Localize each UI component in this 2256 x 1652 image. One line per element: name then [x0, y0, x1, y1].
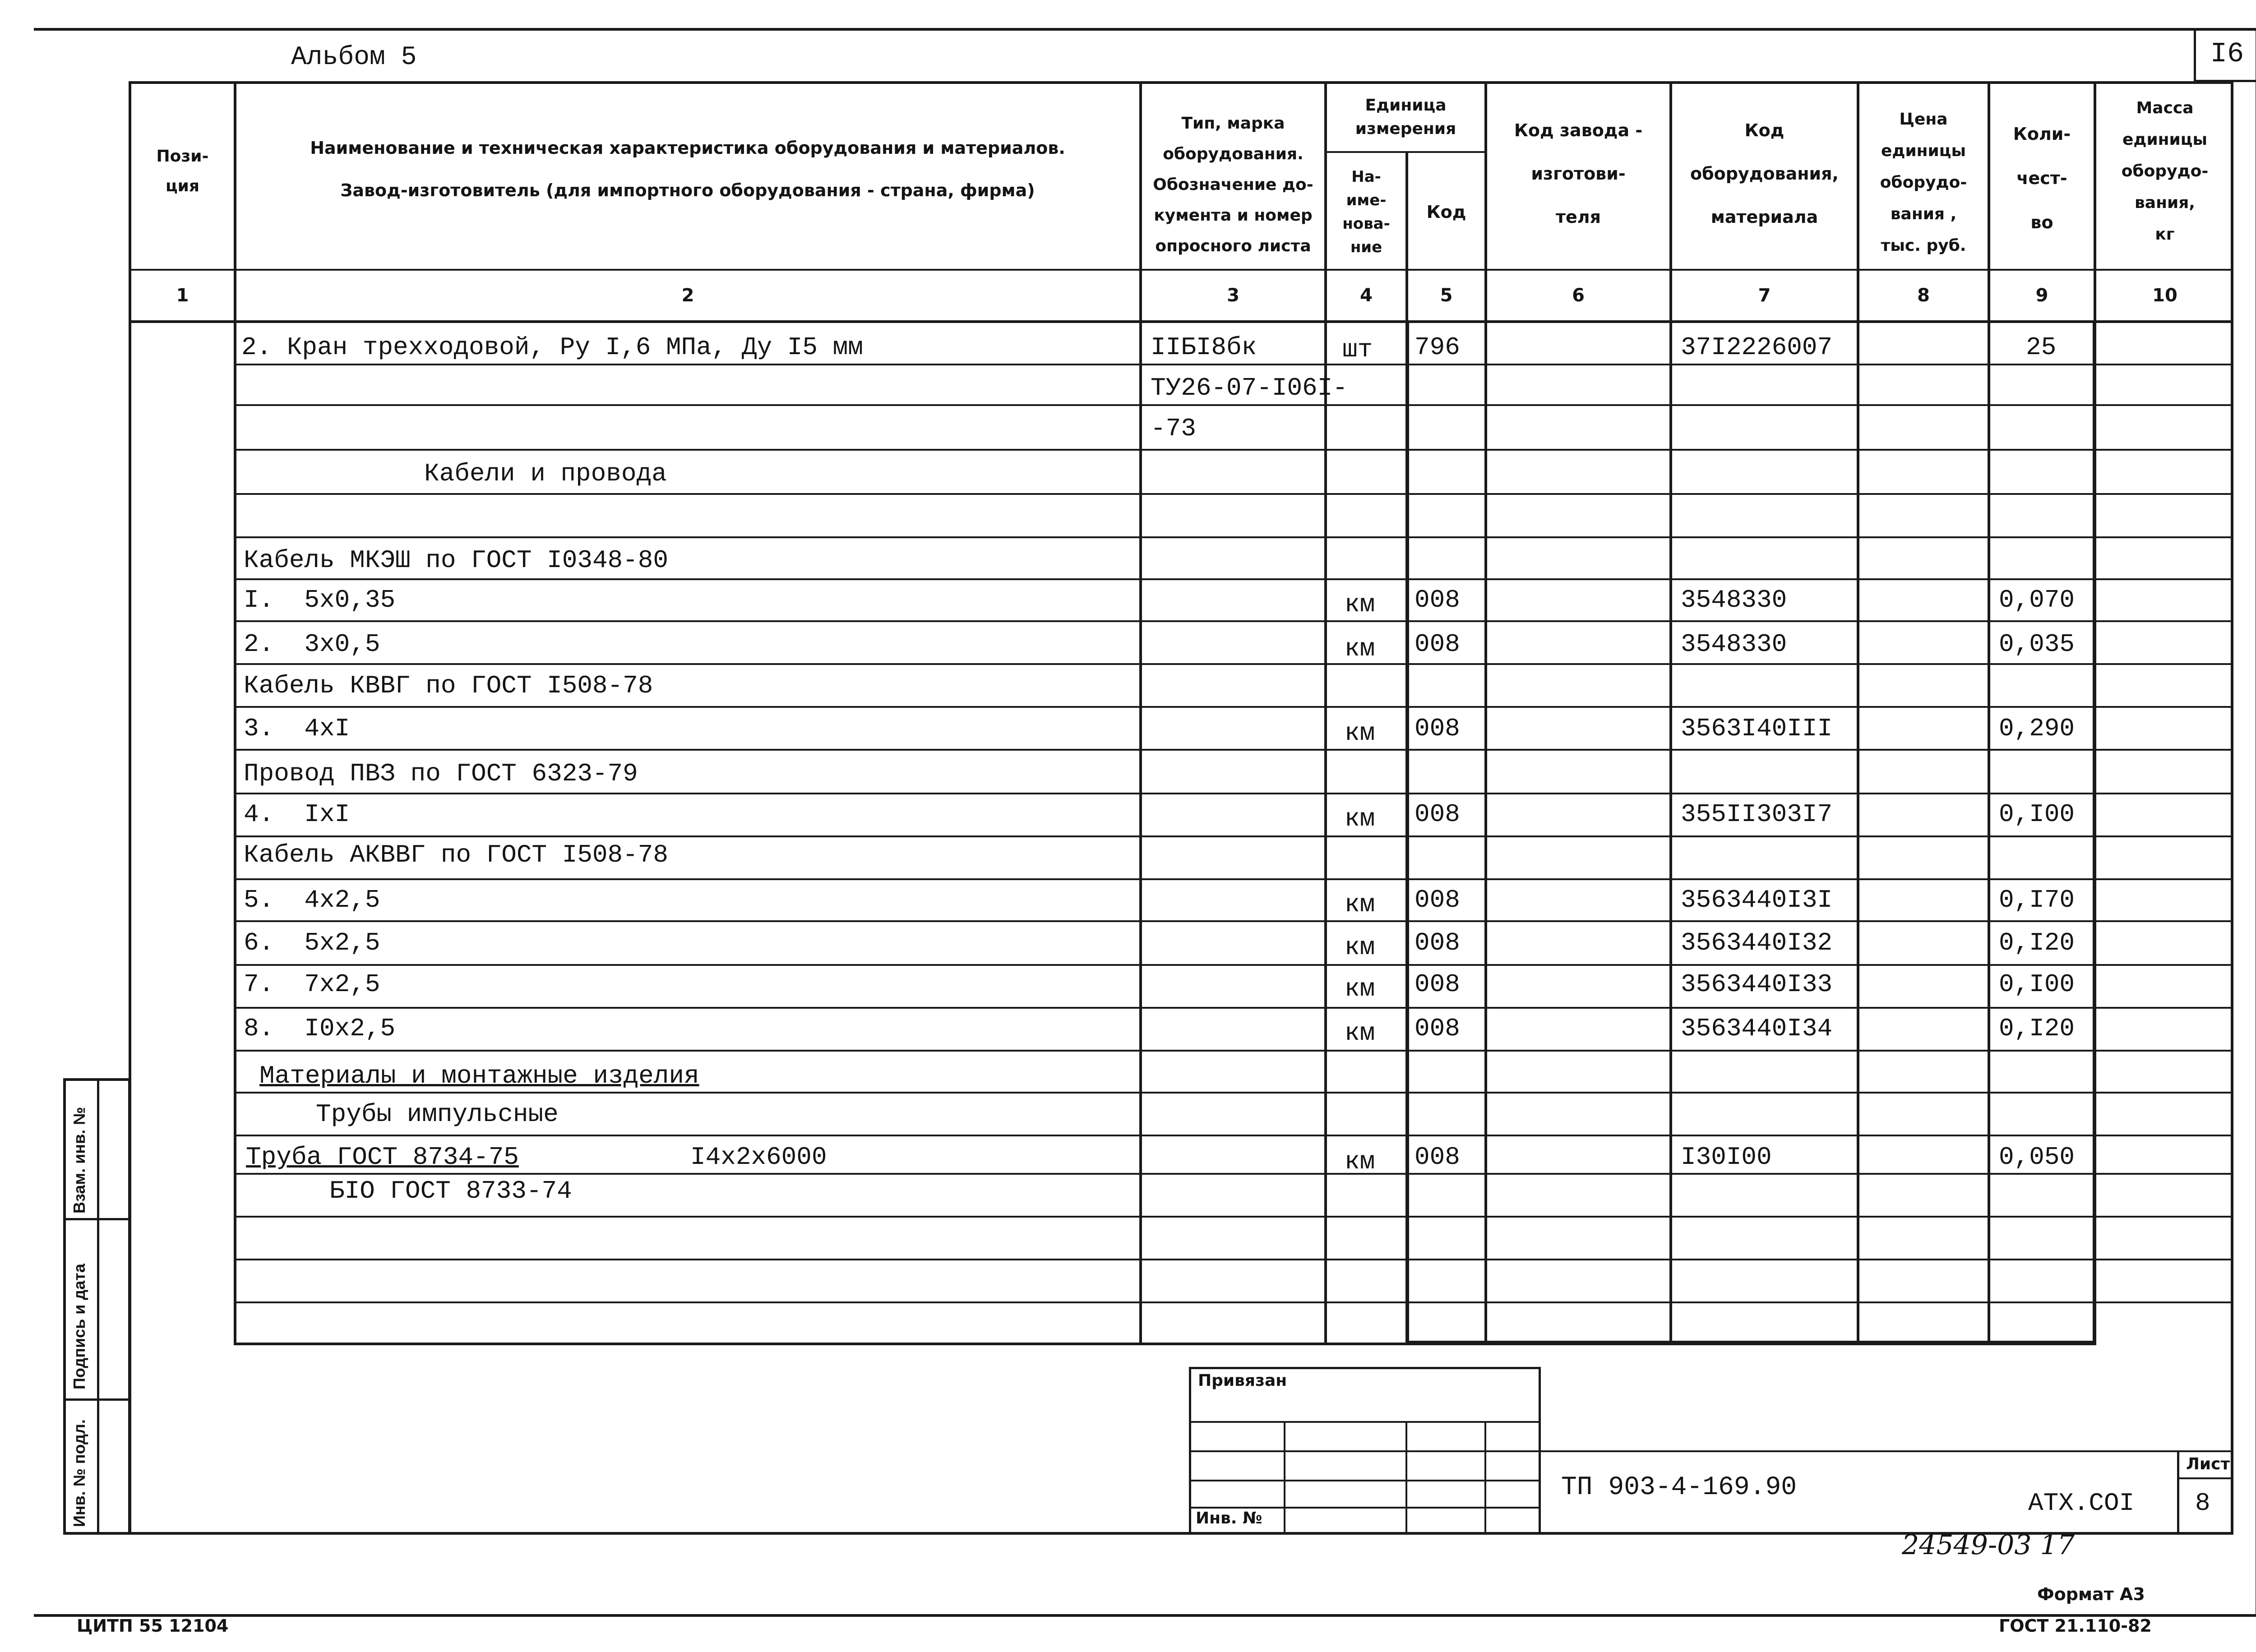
table-row-qty: 0,035: [1999, 630, 2075, 659]
table-row-name: 8. I0x2,5: [244, 1014, 396, 1043]
header-col7: Код оборудования, материала: [1690, 120, 1839, 227]
footer-format: Формат А3: [2037, 1584, 2145, 1604]
table-row-unit: км: [1345, 890, 1375, 919]
privyazan-label: Привязан: [1198, 1371, 1287, 1390]
table-row-unit: шт: [1342, 335, 1373, 364]
table-row-unit-code: 008: [1415, 928, 1460, 957]
col-number-4: 4: [1360, 285, 1373, 306]
table-row-qty: 0,290: [1999, 714, 2075, 743]
table-row-unit: км: [1345, 974, 1375, 1003]
header-col5: Код: [1426, 202, 1466, 222]
bold-block: [1405, 320, 2096, 1344]
header-col9: Коли- чест- во: [2013, 124, 2071, 232]
col-number-5: 5: [1440, 285, 1453, 306]
stamp-line-2: [1189, 1450, 1541, 1452]
table-row-qty: 0,I20: [1999, 1014, 2075, 1043]
table-row-material-code: I30I00: [1681, 1143, 1772, 1172]
footer-gost: ГОСТ 21.110-82: [1999, 1616, 2152, 1636]
table-row-qty: 0,050: [1999, 1143, 2075, 1172]
table-row-unit-code: 796: [1415, 333, 1460, 362]
table-row-unit: км: [1345, 933, 1375, 962]
table-row-type: -73: [1151, 414, 1196, 443]
table-row-qty: 0,I00: [1999, 970, 2075, 999]
table-row-type: IIБI8бк: [1151, 333, 1257, 362]
table-row-name: 5. 4x2,5: [244, 886, 380, 914]
col-number-6: 6: [1572, 285, 1585, 306]
table-body-bottom: [234, 1343, 2096, 1345]
header-col2: Наименование и техническая характеристика оборудования и материалов. Завод-изготовитель (для импортного оборудования - страна, фирма): [310, 138, 1065, 200]
stamp-col-3: [1484, 1421, 1486, 1535]
header-col4: На- име- нова- ние: [1342, 168, 1390, 256]
title-block-top: [1541, 1450, 2233, 1452]
list-box-left: [2177, 1450, 2179, 1535]
table-row-type: ТУ26-07-I06I-: [1151, 374, 1348, 402]
list-box-divider: [2177, 1477, 2233, 1479]
table-row-unit: км: [1345, 1147, 1375, 1176]
col-number-7: 7: [1758, 285, 1771, 306]
list-number: 8: [2195, 1489, 2210, 1518]
stamp-line-3: [1189, 1480, 1541, 1481]
stamp-col-1: [1284, 1421, 1285, 1535]
table-row-unit: км: [1345, 634, 1375, 663]
page-number: I6: [2210, 38, 2244, 70]
table-row-unit-code: 008: [1415, 630, 1460, 659]
doc-code: ТП 903-4-169.90: [1561, 1473, 1797, 1502]
table-row-name: 7. 7x2,5: [244, 970, 380, 999]
header-col8: Цена единицы оборудо- вания , тыс. руб.: [1880, 110, 1967, 255]
table-row-name-extra: I4x2x6000: [690, 1143, 827, 1172]
table-row-name: [246, 1144, 519, 1171]
section-title: Материалы и монтажные изделия: [259, 1061, 699, 1090]
table-row-material-code: 3563440I32: [1681, 928, 1833, 957]
table-row-name: 4. IxI: [244, 800, 350, 829]
handwritten-number: 24549-03 17: [1902, 1529, 2075, 1561]
table-row-unit-code: 008: [1415, 714, 1460, 743]
header-col3: Тип, марка оборудования. Обозначение до- кумента и номер опросного листа: [1153, 114, 1313, 255]
table-row-unit: км: [1345, 1019, 1375, 1047]
table-row-qty: 0,I20: [1999, 928, 2075, 957]
list-label: Лист: [2186, 1455, 2230, 1473]
side-label-podpis: Подпись и дата: [70, 1264, 88, 1389]
table-row-unit-code: 008: [1415, 970, 1460, 999]
table-row-name: БIO ГОСТ 8733-74: [329, 1177, 572, 1205]
table-row-material-code: 3563440I3I: [1681, 886, 1833, 914]
inv-label: Инв. №: [1196, 1509, 1262, 1527]
table-row-material-code: 3563I40III: [1681, 714, 1833, 743]
sheet-code: АТХ.COI: [2028, 1489, 2135, 1518]
header-col1: Пози- ция: [156, 147, 209, 195]
side-stamp-divider: [97, 1078, 99, 1535]
table-row-unit: км: [1345, 590, 1375, 619]
header-unit-group: Единица измерения: [1355, 96, 1456, 138]
col-number-1: 1: [176, 285, 189, 306]
table-row-qty: 0,I70: [1999, 886, 2075, 914]
table-row-unit-code: 008: [1415, 586, 1460, 614]
stamp-col-2: [1405, 1421, 1407, 1535]
table-row-qty: 25: [2026, 333, 2057, 362]
table-row-name: 6. 5x2,5: [244, 928, 380, 957]
table-row-unit-code: 008: [1415, 1014, 1460, 1043]
footer-left: ЦИТП 55 12104: [77, 1616, 229, 1636]
group-title: Кабель АКВВГ по ГОСТ I508-78: [244, 840, 668, 869]
album-title: Альбом 5: [291, 43, 417, 72]
stamp-line-4: [1189, 1507, 1541, 1509]
table-row-material-code: 37I2226007: [1681, 333, 1833, 362]
side-stamp-row-2: [63, 1398, 131, 1401]
table-row-name: 3. 4xI: [244, 714, 350, 743]
table-row-material-code: 355II303I7: [1681, 800, 1833, 829]
table-row-name: 2. 3x0,5: [244, 630, 380, 659]
table-row-name: 2. Кран трехходовой, Ру I,6 МПа, Ду I5 мм: [241, 333, 863, 362]
table-row-material-code: 3563440I33: [1681, 970, 1833, 999]
side-label-vzam: Взам. инв. №: [70, 1107, 88, 1214]
table-row-material-code: 3548330: [1681, 586, 1787, 614]
col-number-8: 8: [1917, 285, 1930, 306]
col-number-10: 10: [2152, 285, 2177, 306]
table-row-qty: 0,I00: [1999, 800, 2075, 829]
section-title: Кабели и провода: [424, 459, 667, 488]
col-number-2: 2: [681, 285, 694, 306]
table-row-material-code: 3548330: [1681, 630, 1787, 659]
col-number-9: 9: [2035, 285, 2048, 306]
page-number-box: [2194, 28, 2256, 82]
table-row-unit-code: 008: [1415, 886, 1460, 914]
header-col10: Масса единицы оборудо- вания, кг: [2121, 99, 2209, 244]
group-title: Провод ПВЗ по ГОСТ 6323-79: [244, 759, 638, 788]
unit-group-line: [1324, 151, 1484, 153]
section-subtitle: Трубы импульсные: [316, 1100, 559, 1129]
table-row-unit-code: 008: [1415, 1143, 1460, 1172]
table-row-unit: км: [1345, 719, 1375, 748]
pipe-name: Труба ГОСТ 8734-75: [246, 1143, 519, 1172]
col-number-3: 3: [1227, 285, 1239, 306]
header-col6: Код завода - изготови- теля: [1514, 120, 1643, 227]
table-row-material-code: 3563440I34: [1681, 1014, 1833, 1043]
table-row-unit-code: 008: [1415, 800, 1460, 829]
table-row-name: I. 5x0,35: [244, 586, 396, 614]
side-label-inv: Инв. № подл.: [70, 1419, 88, 1527]
table-row-unit: км: [1345, 804, 1375, 833]
table-row-qty: 0,070: [1999, 586, 2075, 614]
group-title: Кабель КВВГ по ГОСТ I508-78: [244, 671, 653, 700]
group-title: Кабель МКЭШ по ГОСТ I0348-80: [244, 546, 668, 575]
side-stamp-row-1: [63, 1218, 131, 1220]
stamp-line-1: [1189, 1421, 1541, 1423]
